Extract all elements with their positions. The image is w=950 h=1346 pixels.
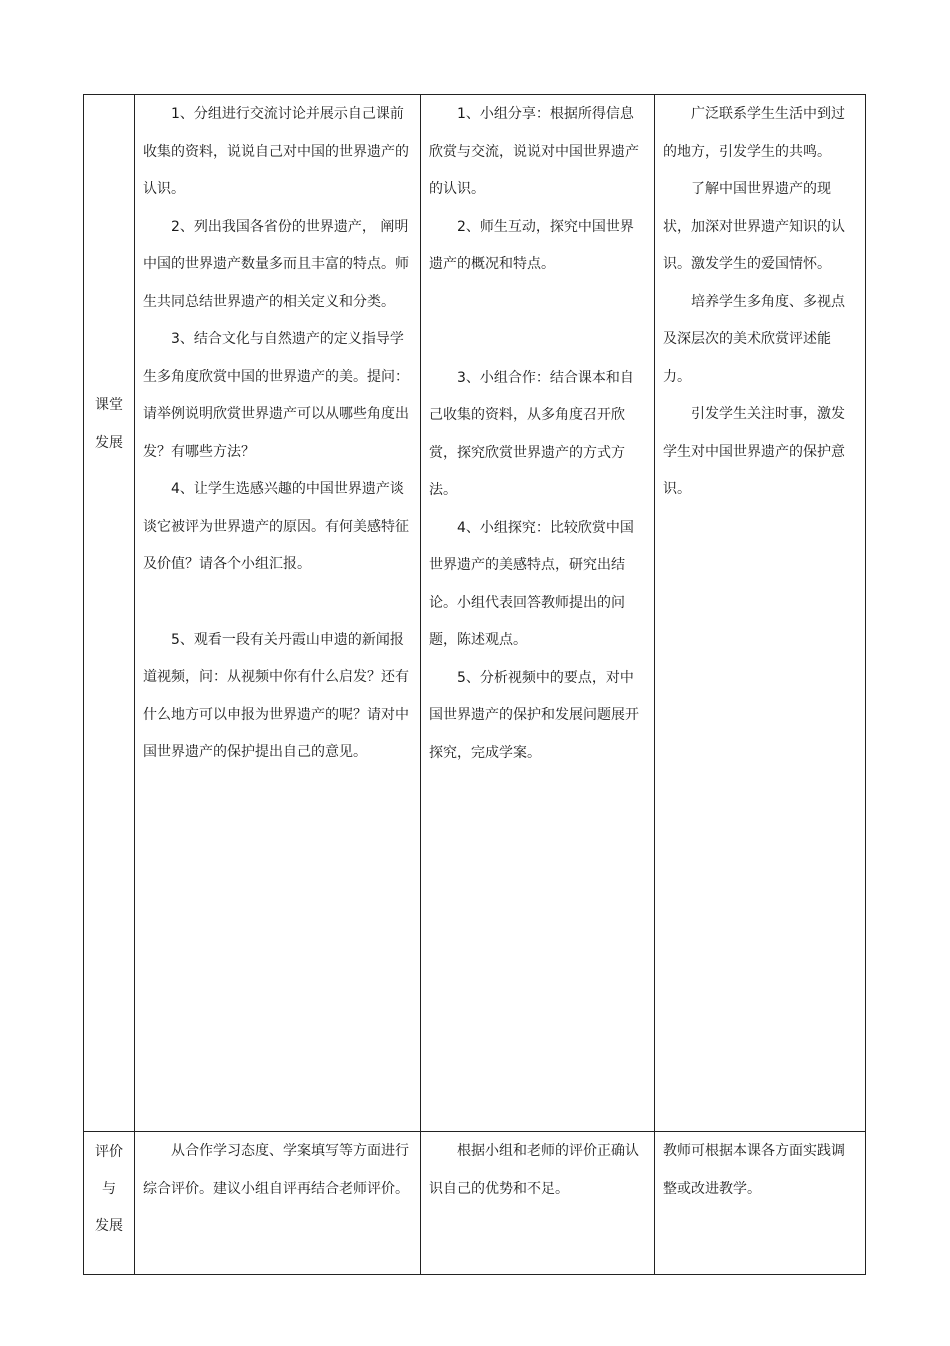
design-intent-cell [655, 1132, 866, 1275]
teacher-activity-cell [135, 95, 421, 1132]
teacher-activity-item: 3、结合文化与自然遗产的定义指导学生多角度欣赏中国的世界遗产的美。提问：请举例说明欣赏世界遗产可以从哪些角度出发？有哪些方法？ [143, 331, 409, 460]
teacher-activity-item: 5、观看一段有关丹霞山申遗的新闻报道视频，问：从视频中你有什么启发？还有什么地方可以申报为世界遗产的呢？请对中国世界遗产的保护提出自己的意见。 [143, 631, 409, 760]
design-intent-item: 了解中国世界遗产的现状，加深对世界遗产知识的认识。激发学生的爱国情怀。 [663, 181, 845, 272]
stage-cell [84, 95, 135, 1132]
stage-label-line: 发展 [95, 434, 123, 451]
table-row-evaluation [84, 1132, 866, 1275]
student-activity-item: 2、师生互动，探究中国世界遗产的概况和特点。 [429, 218, 634, 272]
teacher-activity-item: 1、分组进行交流讨论并展示自己课前收集的资料，说说自己对中国的世界遗产的认识。 [143, 106, 409, 197]
student-evaluation-text: 根据小组和老师的评价正确认识自己的优势和不足。 [429, 1143, 639, 1197]
design-intent-item: 广泛联系学生生活中到过的地方，引发学生的共鸣。 [663, 106, 845, 160]
stage-label-line: 课堂 [95, 397, 123, 413]
student-activity-item: 4、小组探究：比较欣赏中国世界遗产的美感特点，研究出结论。小组代表回答教师提出的问题，陈述观点。 [429, 519, 634, 648]
design-intent-cell [655, 95, 866, 1132]
design-evaluation-text: 教师可根据本课各方面实践调整或改进教学。 [663, 1143, 845, 1197]
lesson-plan-table [83, 94, 866, 1275]
teacher-activity-item: 2、列出我国各省份的世界遗产， 阐明中国的世界遗产数量多而且丰富的特点。师生共同总结世界遗产的相关定义和分类。 [143, 218, 409, 310]
student-activity-cell [421, 1132, 655, 1275]
student-activity-cell [421, 95, 655, 1132]
teacher-activity-cell [135, 1132, 421, 1275]
design-intent-item: 引发学生关注时事，激发学生对中国世界遗产的保护意识。 [663, 406, 845, 497]
table-row-classroom-development [84, 95, 866, 1132]
stage-label-line: 与 [102, 1181, 116, 1197]
teacher-activity-item: 4、让学生选感兴趣的中国世界遗产谈谈它被评为世界遗产的原因。有何美感特征及价值？请各个小组汇报。 [143, 481, 409, 572]
student-activity-item: 3、小组合作：结合课本和自己收集的资料，从多角度召开欣赏，探究欣赏世界遗产的方式方法。 [429, 369, 634, 498]
design-intent-item: 培养学生多角度、多视点及深层次的美术欣赏评述能力。 [663, 293, 845, 385]
teacher-evaluation-text: 从合作学习态度、学案填写等方面进行综合评价。建议小组自评再结合老师评价。 [143, 1143, 409, 1197]
stage-cell [84, 1132, 135, 1275]
stage-label-line: 评价 [95, 1144, 123, 1160]
student-activity-item: 1、小组分享：根据所得信息欣赏与交流，说说对中国世界遗产的认识。 [429, 106, 639, 197]
stage-label-line: 发展 [95, 1218, 123, 1234]
student-activity-item: 5、分析视频中的要点，对中国世界遗产的保护和发展问题展开探究，完成学案。 [429, 669, 639, 761]
